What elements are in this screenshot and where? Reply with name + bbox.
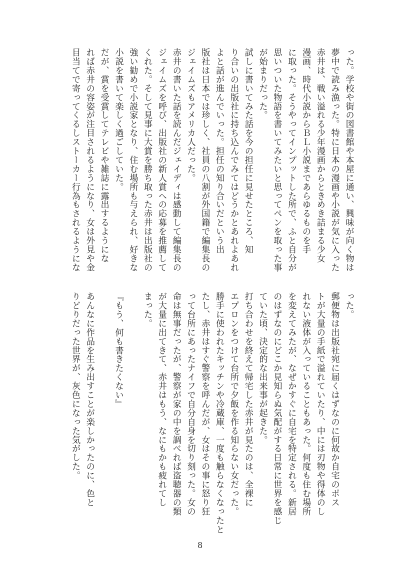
text-column: を変えてみたが、なぜかすぐに自宅を特定される。新居	[286, 292, 297, 516]
text-column: って台所にあったナイフで自分自身を切り刻った。女の	[185, 292, 196, 516]
text-column: 試しに書いてみた話を今の担任に見せたところ、知	[243, 48, 254, 254]
text-column: くれた。そして見事に大賞を勝ち取った赤井は出版社の	[142, 48, 153, 272]
text-column: トが大量の手紙で溢れていたり、中には刃物や得体のし	[315, 292, 326, 516]
text-column: 漫画、時代小説からＢＬ小説まであらゆるものを手	[300, 48, 311, 254]
text-column: 命は無事だったが、警察が家の中を調べれば盗聴器の類	[171, 292, 182, 516]
text-column: よと話が進んでいった。担任の知り合いだという出	[214, 48, 225, 254]
text-column: のはずなのにどこか見知らぬ気配がする日常に世界を感じ	[271, 292, 282, 525]
text-column: 勝手に使われたキッチンや冷蔵庫、一度も触らなくなったと	[214, 292, 225, 534]
text-column: った。学校や街の図書館や本屋に通い、興味が向く物は	[344, 48, 354, 272]
text-column: れない液体が入っていることもあった。何度も住む場所	[300, 292, 311, 516]
text-column: 打ち合わせを終えて帰宅した赤井が見たのは、全裸に	[243, 292, 254, 507]
text-block-top	[68, 48, 356, 272]
text-column: ていた頃、決定的な出来事が起きた。	[257, 292, 268, 445]
text-column: 夢中で読み漁った。特に日本の漫画や小説が気に入った	[329, 48, 340, 272]
text-column: に取った。そうやってインプットした所で、ふと自分が	[286, 48, 297, 272]
text-column	[97, 292, 111, 527]
text-column: が始まりだった。	[257, 48, 268, 120]
text-block-bottom	[68, 292, 356, 534]
page-number: 8	[197, 541, 203, 550]
text-column: 版社は日本では珍しく、社員の八割が外国籍で編集長の	[199, 48, 210, 272]
text-column: まった。	[142, 292, 153, 328]
text-column: たし、赤井はすぐ警察を呼んだが、女はその事に怒り狂	[199, 292, 210, 516]
text-column	[126, 292, 140, 527]
text-column: あんなに作品を生み出すことが楽しかったのに、色と	[84, 292, 95, 507]
text-column: 小説を書いて楽しく過ごしていた。	[113, 48, 124, 192]
text-column: れば赤井の容姿が注目されるようになり、女は外見や金	[84, 48, 95, 272]
text-column: ジェイムズもアメリカ人だった。	[185, 48, 196, 183]
text-column: 目当てで寄ってくるしストーカー行為もされるようにな	[70, 48, 81, 272]
text-column: 郵便物は出版社宛に届くはずなのに何故か自宅のポス	[329, 292, 340, 507]
text-column: 赤井の書いた話を読んだジェイディは感動して編集長の	[171, 48, 182, 272]
text-column: り合いの出版社に持ち込んでみてはどうかとあれよあれ	[228, 48, 239, 272]
text-column: だが、賞を受賞してテレビや雑誌に露出するようにな	[99, 48, 110, 263]
text-column: った。	[344, 292, 354, 319]
text-column: 赤井は、戦い溢れる少年漫画からときめき詰まる少女	[315, 48, 326, 263]
text-column: 思いついた物語を書いてみたいと思ってペンを取った事	[271, 48, 282, 272]
text-column: 『もう、何も書きたくない』	[113, 292, 124, 409]
text-column: ジェイムズを呼び、出版社の新人賞への応募を推薦して	[156, 48, 167, 272]
text-column: が大量に出てきて、赤井はもう、なにもかも疲れてし	[156, 292, 167, 507]
text-column: 強い勧めで小説家となり、住む場所も与えられ、好きな	[127, 48, 138, 272]
text-column: りどりだった世界が、灰色になった気がした。	[70, 292, 81, 480]
text-column: エプロンをつけて台所で夕飯を作る知らない女だった。	[228, 292, 239, 516]
